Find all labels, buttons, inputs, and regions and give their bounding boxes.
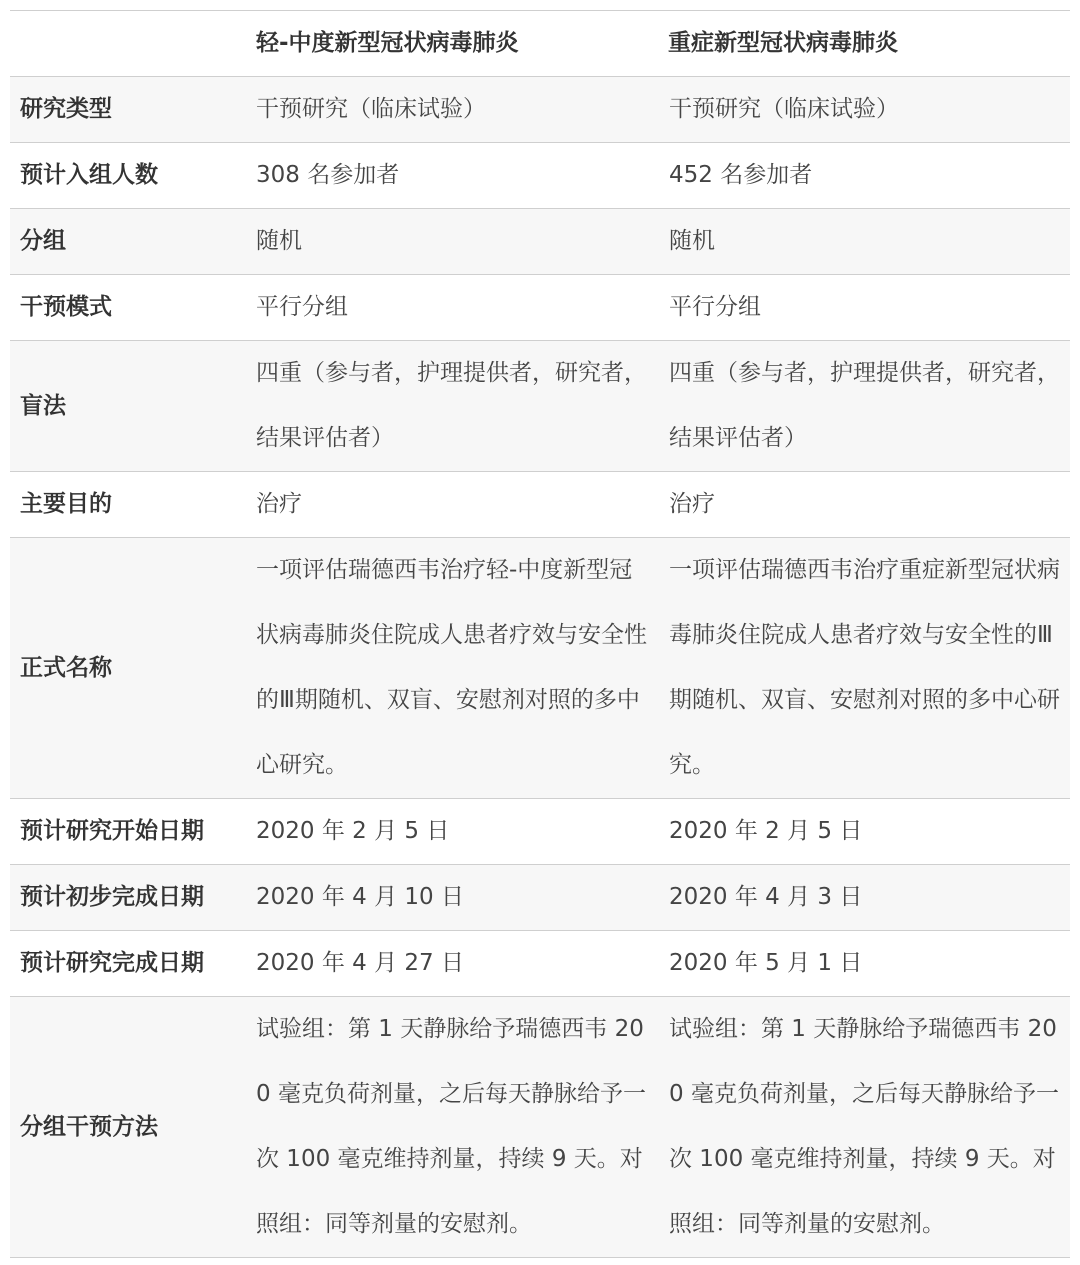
row-label: 分组: [10, 209, 246, 275]
row-label: 盲法: [10, 341, 246, 472]
cell-severe: 治疗: [658, 472, 1070, 538]
table-row: [10, 997, 1070, 1258]
cell-severe: 四重（参与者，护理提供者，研究者，结果评估者）: [658, 341, 1070, 472]
row-label: 分组干预方法: [10, 997, 246, 1258]
cell-mild-moderate: 平行分组: [246, 275, 658, 341]
cell-severe: 随机: [658, 209, 1070, 275]
trial-comparison-table: [10, 10, 1070, 1258]
cell-mild-moderate: 2020 年 4 月 10 日: [246, 865, 658, 931]
table-row: [10, 143, 1070, 209]
row-label: 主要目的: [10, 472, 246, 538]
cell-mild-moderate: 治疗: [246, 472, 658, 538]
header-corner-cell: [10, 11, 246, 77]
cell-mild-moderate: 308 名参加者: [246, 143, 658, 209]
row-label: 预计入组人数: [10, 143, 246, 209]
cell-severe: 一项评估瑞德西韦治疗重症新型冠状病毒肺炎住院成人患者疗效与安全性的Ⅲ期随机、双盲、安慰剂对照的多中心研究。: [658, 538, 1070, 799]
row-label: 正式名称: [10, 538, 246, 799]
header-severe: 重症新型冠状病毒肺炎: [658, 11, 1070, 77]
cell-severe: 2020 年 2 月 5 日: [658, 799, 1070, 865]
table-row: [10, 931, 1070, 997]
row-label: 预计研究完成日期: [10, 931, 246, 997]
cell-mild-moderate: 随机: [246, 209, 658, 275]
table-row: [10, 799, 1070, 865]
cell-mild-moderate: 一项评估瑞德西韦治疗轻-中度新型冠状病毒肺炎住院成人患者疗效与安全性的Ⅲ期随机、双盲、安慰剂对照的多中心研究。: [246, 538, 658, 799]
table-header-row: [10, 11, 1070, 77]
table-row: [10, 472, 1070, 538]
row-label: 预计初步完成日期: [10, 865, 246, 931]
cell-mild-moderate: 2020 年 2 月 5 日: [246, 799, 658, 865]
cell-severe: 平行分组: [658, 275, 1070, 341]
row-label: 预计研究开始日期: [10, 799, 246, 865]
table-row: [10, 341, 1070, 472]
cell-severe: 干预研究（临床试验）: [658, 77, 1070, 143]
cell-severe: 2020 年 5 月 1 日: [658, 931, 1070, 997]
table-row: [10, 275, 1070, 341]
cell-mild-moderate: 2020 年 4 月 27 日: [246, 931, 658, 997]
cell-mild-moderate: 四重（参与者，护理提供者，研究者，结果评估者）: [246, 341, 658, 472]
cell-severe: 2020 年 4 月 3 日: [658, 865, 1070, 931]
table-row: [10, 77, 1070, 143]
cell-severe: 452 名参加者: [658, 143, 1070, 209]
table-row: [10, 865, 1070, 931]
table-row: [10, 209, 1070, 275]
header-mild-moderate: 轻-中度新型冠状病毒肺炎: [246, 11, 658, 77]
row-label: 研究类型: [10, 77, 246, 143]
cell-severe: 试验组：第 1 天静脉给予瑞德西韦 200 毫克负荷剂量，之后每天静脉给予一次 100 毫克维持剂量，持续 9 天。对照组：同等剂量的安慰剂。: [658, 997, 1070, 1258]
cell-mild-moderate: 试验组：第 1 天静脉给予瑞德西韦 200 毫克负荷剂量，之后每天静脉给予一次 100 毫克维持剂量，持续 9 天。对照组：同等剂量的安慰剂。: [246, 997, 658, 1258]
cell-mild-moderate: 干预研究（临床试验）: [246, 77, 658, 143]
row-label: 干预模式: [10, 275, 246, 341]
table-row: [10, 538, 1070, 799]
